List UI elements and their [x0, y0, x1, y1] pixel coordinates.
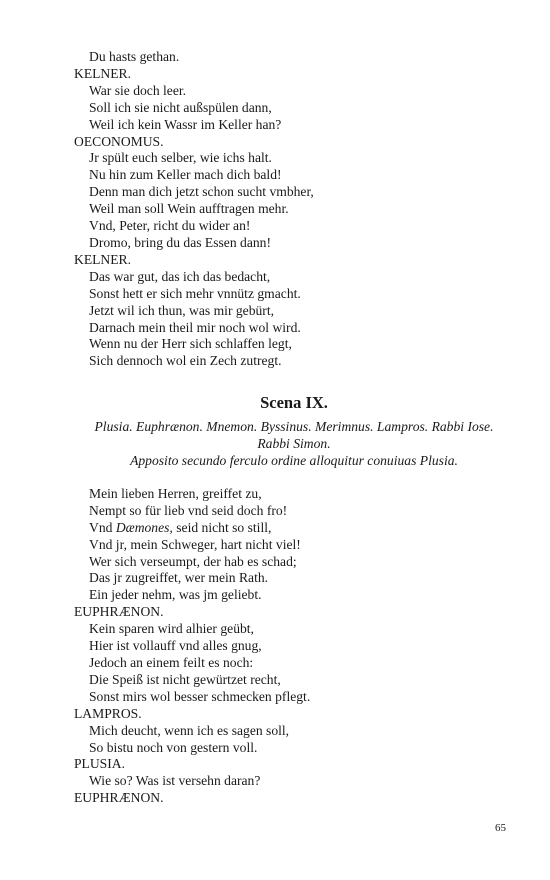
verse-line: Jetzt wil ich thun, was mir gebürt, [89, 302, 274, 318]
verse-line [74, 520, 514, 537]
speaker-name: EUPHRÆNON. [74, 604, 164, 620]
verse-line: Wenn nu der Herr sich schlaffen legt, [89, 336, 292, 352]
verse-line: Wie so? Was ist versehn daran? [89, 773, 261, 789]
italic-term: Dæmones, [115, 519, 173, 535]
verse-line: Dromo, bring du das Essen dann! [89, 234, 271, 250]
verse-line: Das war gut, das ich das bedacht, [89, 268, 271, 284]
verse-line: Soll ich sie nicht außspülen dann, [89, 99, 272, 115]
speaker-name: EUPHRÆNON. [74, 790, 164, 806]
verse-line: Du hasts gethan. [89, 49, 180, 64]
verse-line: Mein lieben Herren, greiffet zu, [89, 485, 262, 501]
speaker-name: KELNER. [74, 65, 132, 81]
verse-line: Wer sich verseumpt, der hab es schad; [89, 553, 297, 569]
text-block-2 [74, 486, 514, 807]
verse-line: Sonst mirs wol besser schmecken pflegt. [89, 688, 311, 704]
speaker-name: LAMPROS. [74, 705, 142, 721]
verse-line: Denn man dich jetzt schon sucht vmbher, [89, 184, 314, 200]
page-number: 65 [495, 822, 506, 834]
verse-line: Vnd jr, mein Schweger, hart nicht viel! [89, 536, 301, 552]
stage-direction: Apposito secundo ferculo ordine alloquitur conuiuas Plusia. [130, 453, 458, 469]
verse-line: Kein sparen wird alhier geübt, [89, 621, 254, 637]
verse-line: Weil ich kein Wassr im Keller han? [89, 116, 282, 132]
verse-text: Vnd [89, 519, 116, 535]
verse-line: Vnd, Peter, richt du wider an! [89, 218, 251, 234]
verse-line: Sonst hett er sich mehr vnnütz gmacht. [89, 285, 301, 301]
scene-persons-line-2: Rabbi Simon. [257, 436, 331, 452]
verse-line: Weil man soll Wein aufftragen mehr. [89, 201, 289, 217]
text-block-1 [74, 49, 514, 370]
verse-line: Jedoch an einem feilt es noch: [89, 655, 254, 670]
verse-line: Hier ist vollauff vnd alles gnug, [89, 638, 262, 654]
verse-line: Nempt so für lieb vnd seid doch fro! [89, 502, 288, 518]
verse-line: Mich deucht, wenn ich es sagen soll, [89, 722, 290, 738]
verse-line: Das jr zugreiffet, wer mein Rath. [89, 570, 269, 586]
verse-line: Nu hin zum Keller mach dich bald! [89, 167, 282, 183]
verse-line: Sich dennoch wol ein Zech zutregt. [89, 353, 282, 369]
speaker-name: KELNER. [74, 251, 132, 267]
verse-line: So bistu noch von gestern voll. [89, 739, 258, 755]
speaker-name: PLUSIA. [74, 756, 125, 772]
verse-line: Ein jeder nehm, was jm geliebt. [89, 587, 262, 603]
verse-text: seid nicht so still, [172, 519, 272, 535]
verse-line: War sie doch leer. [89, 82, 187, 98]
scene-heading: Scena IX. [260, 393, 328, 413]
verse-line: Die Speiß ist nicht gewürtzet recht, [89, 671, 281, 687]
verse-line: Jr spült euch selber, wie ichs halt. [89, 150, 272, 166]
page-body [74, 49, 514, 807]
scene-persons-line-1: Plusia. Euphrænon. Mnemon. Byssinus. Merimnus. Lampros. Rabbi Iose. [94, 419, 494, 435]
speaker-name: OECONOMUS. [74, 133, 164, 149]
verse-line: Darnach mein theil mir noch wol wird. [89, 319, 301, 335]
